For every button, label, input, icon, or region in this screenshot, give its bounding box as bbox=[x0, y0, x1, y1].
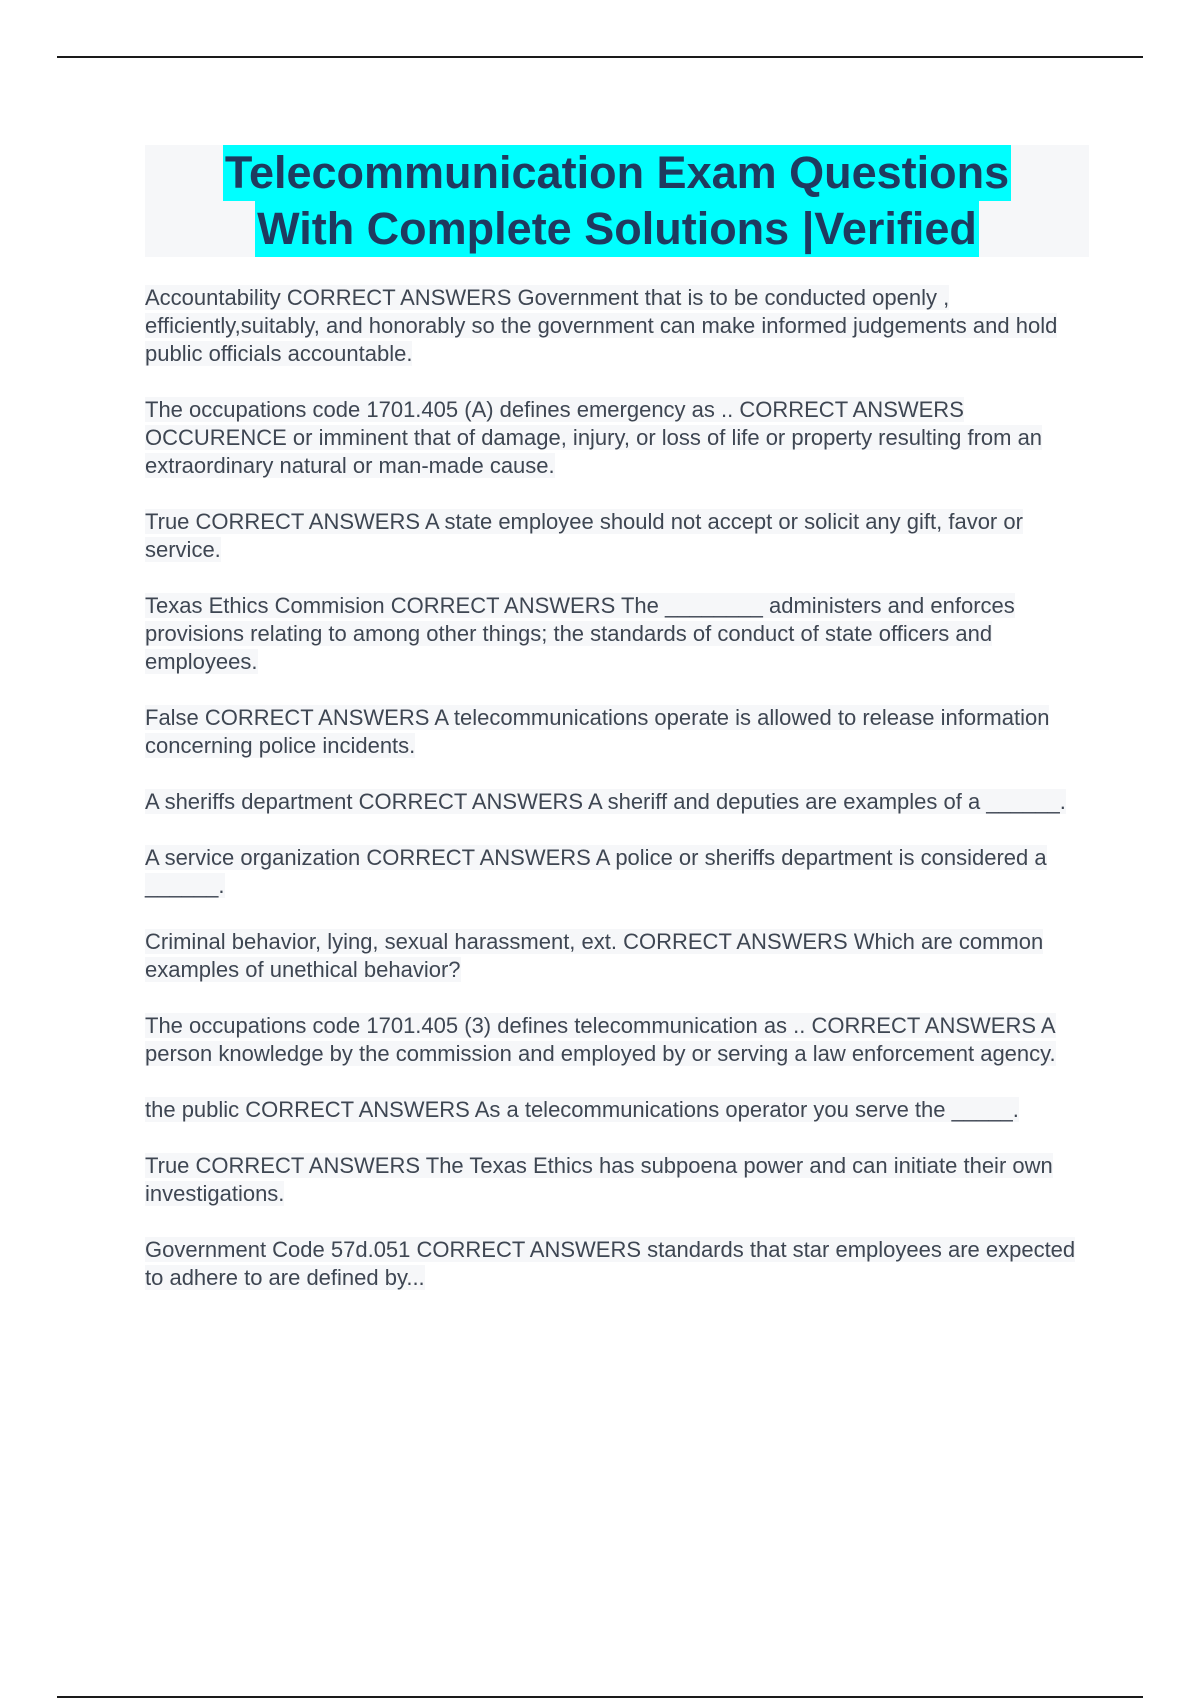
qa-entry bbox=[145, 704, 1095, 760]
qa-entry-text: The occupations code 1701.405 (3) defines telecommunication as .. CORRECT ANSWERS A person knowledge by the commission and employed by or serving a law enforcement agency. bbox=[145, 1013, 1056, 1066]
qa-entry bbox=[145, 1236, 1095, 1292]
qa-entry bbox=[145, 844, 1095, 900]
qa-entry-text: the public CORRECT ANSWERS As a telecommunications operator you serve the _____. bbox=[145, 1097, 1019, 1122]
qa-entry-text: Texas Ethics Commision CORRECT ANSWERS The ________ administers and enforces provisions relating to among other things; the standards of conduct of state officers and employees. bbox=[145, 593, 1015, 674]
qa-entry-text: True CORRECT ANSWERS The Texas Ethics has subpoena power and can initiate their own investigations. bbox=[145, 1153, 1053, 1206]
qa-entry bbox=[145, 1152, 1095, 1208]
qa-entry-text: A service organization CORRECT ANSWERS A police or sheriffs department is considered a ______. bbox=[145, 845, 1047, 898]
qa-entry bbox=[145, 788, 1095, 816]
qa-entry bbox=[145, 1096, 1095, 1124]
bottom-rule bbox=[57, 1696, 1143, 1698]
qa-entry-text: The occupations code 1701.405 (A) defines emergency as .. CORRECT ANSWERS OCCURENCE or imminent that of damage, injury, or loss of life or property resulting from an extraordinary natural or man-made cause. bbox=[145, 397, 1043, 478]
qa-entry bbox=[145, 928, 1095, 984]
qa-entry-text: Criminal behavior, lying, sexual harassment, ext. CORRECT ANSWERS Which are common examples of unethical behavior? bbox=[145, 929, 1044, 982]
qa-entry bbox=[145, 1012, 1095, 1068]
question-list bbox=[145, 284, 1095, 1320]
qa-entry bbox=[145, 396, 1095, 480]
qa-entry-text: False CORRECT ANSWERS A telecommunications operate is allowed to release information concerning police incidents. bbox=[145, 705, 1050, 758]
qa-entry-text: A sheriffs department CORRECT ANSWERS A sheriff and deputies are examples of a ______. bbox=[145, 789, 1066, 814]
title-line-1: Telecommunication Exam Questions bbox=[223, 145, 1011, 201]
qa-entry bbox=[145, 284, 1095, 368]
top-rule bbox=[57, 56, 1143, 58]
qa-entry bbox=[145, 592, 1095, 676]
qa-entry-text: Accountability CORRECT ANSWERS Government that is to be conducted openly , efficiently,suitably, and honorably so the government can make informed judgements and hold public officials accountable. bbox=[145, 285, 1058, 366]
document-title bbox=[145, 145, 1089, 257]
qa-entry-text: True CORRECT ANSWERS A state employee should not accept or solicit any gift, favor or service. bbox=[145, 509, 1023, 562]
qa-entry-text: Government Code 57d.051 CORRECT ANSWERS standards that star employees are expected to adhere to are defined by... bbox=[145, 1237, 1076, 1290]
qa-entry bbox=[145, 508, 1095, 564]
title-line-2: With Complete Solutions |Verified bbox=[255, 201, 979, 257]
